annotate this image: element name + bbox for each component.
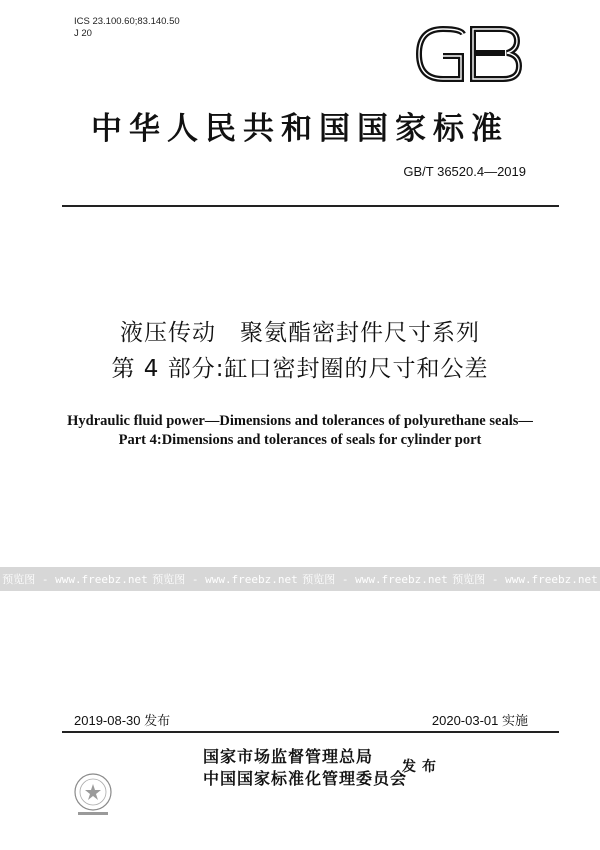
title-en-line1: Hydraulic fluid power—Dimensions and tolerances of polyurethane seals— — [67, 413, 533, 429]
footer-divider — [62, 731, 559, 733]
gb-logo — [413, 24, 527, 84]
watermark-text: 预览图 - www.freebz.net — [152, 573, 298, 586]
issuer-sac: 中国国家标准化管理委员会 — [203, 769, 408, 788]
title-zh-line1: 液压传动 聚氨酯密封件尺寸系列 — [120, 320, 480, 346]
title-zh-line2: 第 4 部分:缸口密封圈的尺寸和公差 — [111, 356, 489, 382]
ccs-code: J 20 — [74, 28, 92, 39]
publish-date: 2019-08-30 发布 — [74, 713, 171, 728]
standard-category-title: 中华人民共和国国家标准 — [91, 111, 509, 147]
issuer-samr: 国家市场监督管理总局 — [203, 747, 374, 766]
ics-classification — [74, 16, 180, 40]
ics-code: ICS 23.100.60;83.140.50 — [74, 16, 180, 27]
title-en-line2: Part 4:Dimensions and tolerances of seals for cylinder port — [118, 432, 482, 448]
standard-number: GB/T 36520.4—2019 — [403, 164, 526, 179]
watermark-text: 预览图 - www.freebz.net — [2, 573, 148, 586]
watermark-band — [0, 567, 600, 591]
issue-label: 发布 — [402, 758, 442, 774]
header-divider — [62, 205, 559, 207]
watermark-text: 预览图 - www.freebz.net — [302, 573, 448, 586]
watermark-text: 预览图 - www.freebz.net — [452, 573, 598, 586]
official-seal-icon — [68, 770, 118, 820]
implementation-date: 2020-03-01 实施 — [431, 713, 528, 728]
